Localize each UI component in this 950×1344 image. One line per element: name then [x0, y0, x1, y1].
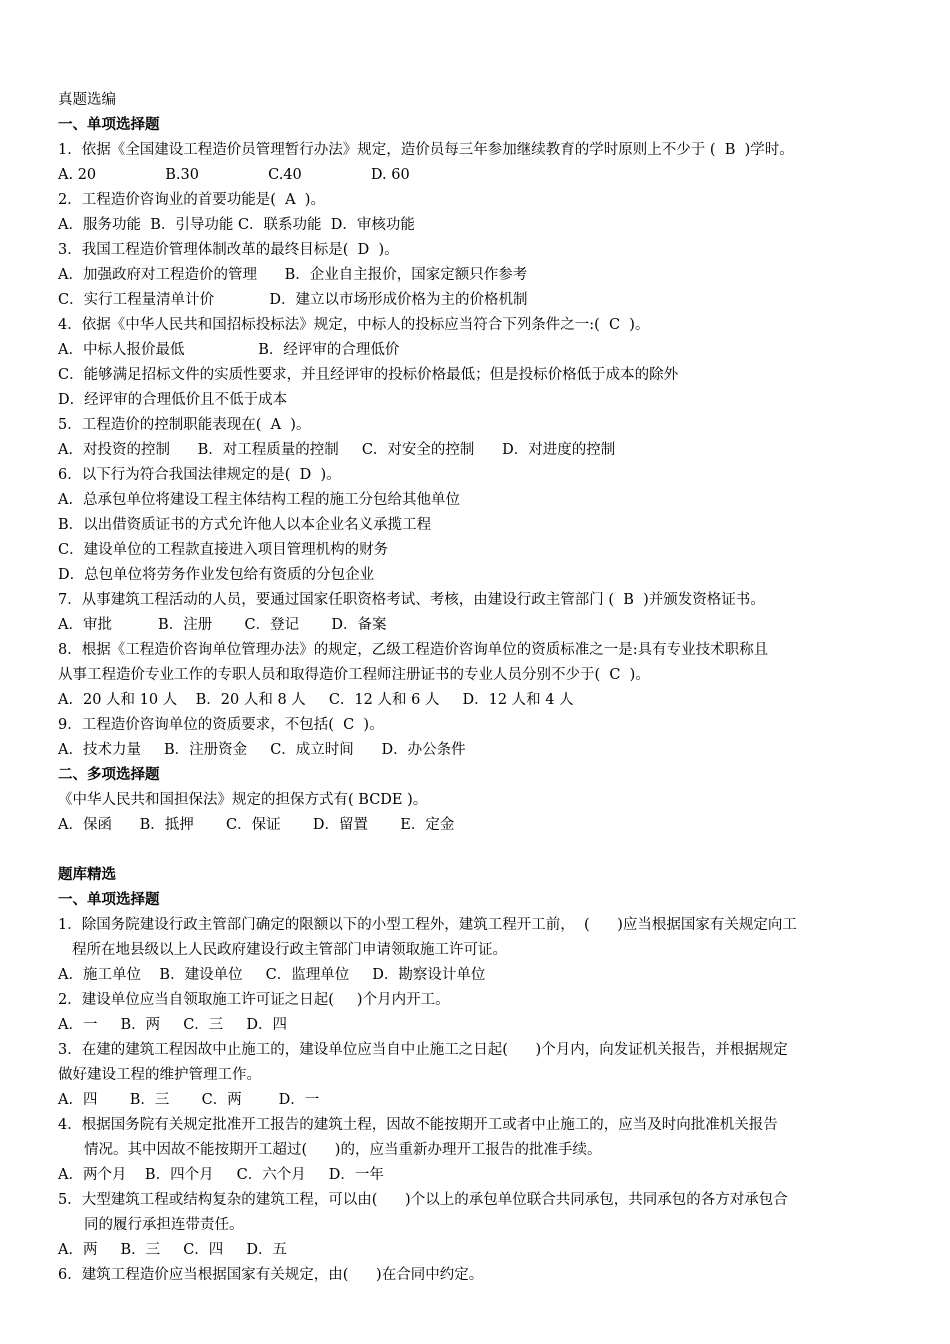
section-title-real-exam: 真题选编: [58, 92, 116, 108]
question-2-options: A．服务功能 B．引导功能 C．联系功能 D．审核功能: [58, 217, 415, 233]
bank-question-5-line1: 5．大型建筑工程或结构复杂的建筑工程，可以由( )个以上的承包单位联合共同承包，共同承包的各方对承包合: [58, 1192, 788, 1208]
bank-question-2: 2．建设单位应当自领取施工许可证之日起( )个月内开工。: [58, 992, 450, 1008]
question-2: 2．工程造价咨询业的首要功能是( A )。: [58, 192, 325, 208]
question-3-options-cd: C．实行工程量清单计价 D．建立以市场形成价格为主的价格机制: [58, 292, 528, 308]
question-7: 7．从事建筑工程活动的人员，要通过国家任职资格考试、考核，由建设行政主管部门 ( B )并颁发资格证书。: [58, 592, 765, 608]
bank-question-3-options: A．四 B．三 C．两 D．一: [58, 1092, 320, 1108]
question-7-options: A．审批 B．注册 C．登记 D．备案: [58, 617, 387, 633]
bank-question-1-options: A．施工单位 B．建设单位 C．监理单位 D．勘察设计单位: [58, 967, 486, 983]
multi-question-1: 《中华人民共和国担保法》规定的担保方式有( BCDE )。: [58, 792, 428, 808]
bank-question-5-line2: 同的履行承担连带责任。: [84, 1217, 244, 1233]
question-5-options: A．对投资的控制 B．对工程质量的控制 C．对安全的控制 D．对进度的控制: [58, 442, 616, 458]
section-title-question-bank: 题库精选: [58, 867, 116, 883]
question-8-options: A．20 人和 10 人 B．20 人和 8 人 C．12 人和 6 人 D．12 人和 4 人: [58, 692, 574, 708]
question-6-option-c: C．建设单位的工程款直接进入项目管理机构的财务: [58, 542, 389, 558]
question-6-option-d: D．总包单位将劳务作业发包给有资质的分包企业: [58, 567, 375, 583]
question-6: 6．以下行为符合我国法律规定的是( D )。: [58, 467, 341, 483]
question-8-line1: 8．根据《工程造价咨询单位管理办法》的规定，乙级工程造价咨询单位的资质标准之一是:具有专业技术职称且: [58, 642, 769, 658]
question-4: 4．依据《中华人民共和国招标投标法》规定，中标人的投标应当符合下列条件之一:( C )。: [58, 317, 650, 333]
heading-multi-choice: 二、多项选择题: [58, 767, 160, 783]
question-4-options-ab: A．中标人报价最低 B．经评审的合理低价: [58, 342, 400, 358]
multi-question-1-options: A．保函 B．抵押 C．保证 D．留置 E．定金: [58, 817, 455, 833]
bank-question-3-line2: 做好建设工程的维护管理工作。: [58, 1067, 261, 1083]
heading-single-choice: 一、单项选择题: [58, 117, 160, 133]
heading-single-choice-2: 一、单项选择题: [58, 892, 160, 908]
bank-question-5-options: A．两 B．三 C．四 D．五: [58, 1242, 287, 1258]
question-9: 9．工程造价咨询单位的资质要求，不包括( C )。: [58, 717, 384, 733]
bank-question-3-line1: 3．在建的建筑工程因故中止施工的，建设单位应当自中止施工之日起( )个月内，向发证机关报告，并根据规定: [58, 1042, 788, 1058]
question-4-option-c: C．能够满足招标文件的实质性要求，并且经评审的投标价格最低；但是投标价格低于成本的除外: [58, 367, 679, 383]
bank-question-2-options: A．一 B．两 C．三 D．四: [58, 1017, 287, 1033]
question-3: 3．我国工程造价管理体制改革的最终目标是( D )。: [58, 242, 399, 258]
question-6-option-b: B．以出借资质证书的方式允许他人以本企业名义承揽工程: [58, 517, 432, 533]
bank-question-6: 6．建筑工程造价应当根据国家有关规定，由( )在合同中约定。: [58, 1267, 484, 1283]
bank-question-4-line1: 4．根据国务院有关规定批准开工报告的建筑土程，因故不能按期开工或者中止施工的，应当及时向批准机关报告: [58, 1117, 778, 1133]
question-9-options: A．技术力量 B．注册资金 C．成立时间 D．办公条件: [58, 742, 466, 758]
question-5: 5．工程造价的控制职能表现在( A )。: [58, 417, 311, 433]
question-1-options: A. 20 B.30 C.40 D. 60: [58, 167, 410, 183]
question-3-options-ab: A．加强政府对工程造价的管理 B．企业自主报价，国家定额只作参考: [58, 267, 528, 283]
question-4-option-d: D．经评审的合理低价且不低于成本: [58, 392, 288, 408]
bank-question-1-line1: 1．除国务院建设行政主管部门确定的限额以下的小型工程外，建筑工程开工前， ( )应当根据国家有关规定向工: [58, 917, 797, 933]
question-1: 1．依据《全国建设工程造价员管理暂行办法》规定，造价员每三年参加继续教育的学时原则上不少于 ( B )学时。: [58, 142, 794, 158]
bank-question-1-line2: 程所在地县级以上人民政府建设行政主管部门申请领取施工许可证。: [72, 942, 507, 958]
question-6-option-a: A．总承包单位将建设工程主体结构工程的施工分包给其他单位: [58, 492, 460, 508]
bank-question-4-line2: 情况。其中因故不能按期开工超过( )的，应当重新办理开工报告的批准手续。: [84, 1142, 602, 1158]
question-8-line2: 从事工程造价专业工作的专职人员和取得造价工程师注册证书的专业人员分别不少于( C )。: [58, 667, 650, 683]
bank-question-4-options: A．两个月 B．四个月 C．六个月 D．一年: [58, 1167, 384, 1183]
